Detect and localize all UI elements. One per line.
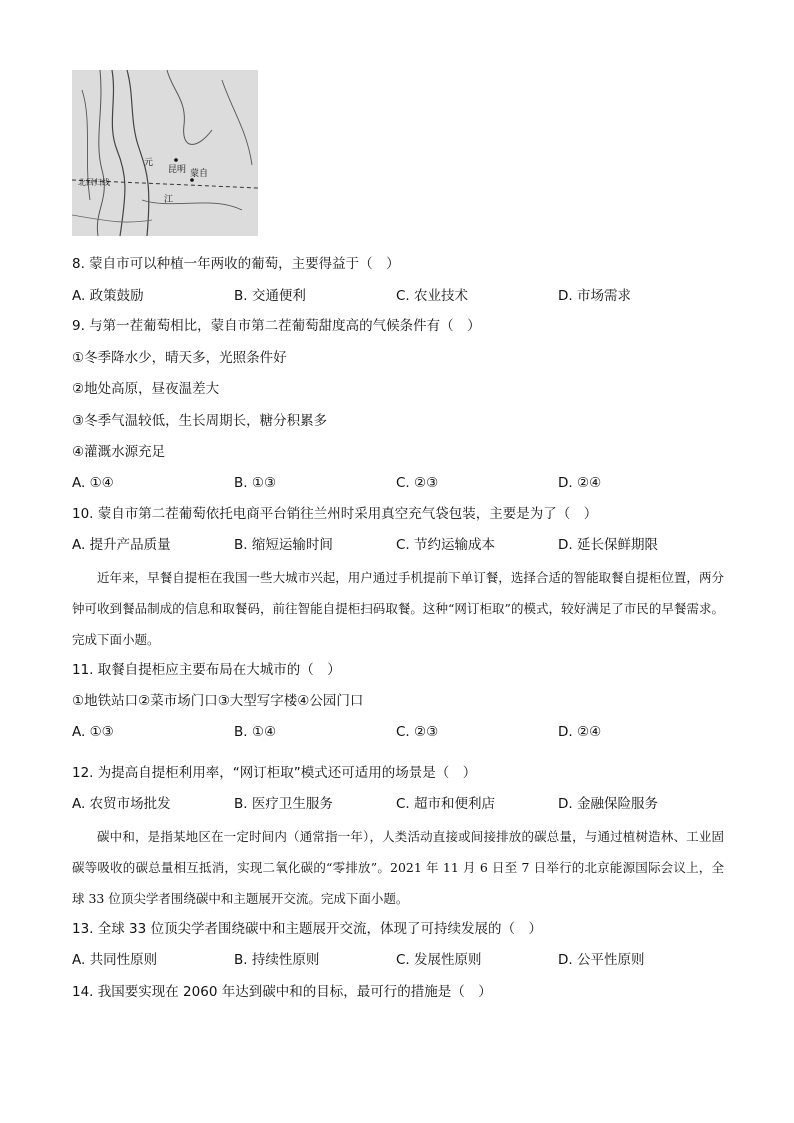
option-a: A. ①④ bbox=[72, 475, 114, 491]
map-drawing bbox=[72, 70, 258, 236]
question-10-stem: 10. 蒙自市第二茬葡萄依托电商平台销往兰州时采用真空充气袋包装，主要是为了（ ） bbox=[72, 506, 598, 522]
option-c: C. 发展性原则 bbox=[396, 952, 482, 968]
question-11-items: ①地铁站口②菜市场门口③大型写字楼④公园门口 bbox=[72, 693, 364, 709]
label-river-yuan: 元 bbox=[144, 158, 154, 168]
option-a: A. 政策鼓励 bbox=[72, 288, 144, 304]
reading-passage-carbon-neutral: 碳中和，是指某地区在一定时间内（通常指一年），人类活动直接或间接排放的碳总量，与通过植树造林、工业固碳等吸收的碳总量相互抵消，实现二氧化碳的“零排放”。2021 年 11 月 6 日至 7 日举行的北京能源国际会议上，全球 33 位顶尖学者围绕碳中和主题展开交流。完成下面小题。 bbox=[72, 829, 724, 906]
question-8-stem: 8. 蒙自市可以种植一年两收的葡萄，主要得益于（ ） bbox=[72, 256, 400, 272]
question-9-options bbox=[72, 473, 752, 493]
reading-passage-breakfast-locker: 近年来，早餐自提柜在我国一些大城市兴起，用户通过手机提前下单订餐，选择合适的智能取餐自提柜位置，两分钟可收到餐品制成的信息和取餐码，前往智能自提柜扫码取餐。这种“网订柜取”的模式，较好满足了市民的早餐需求。完成下面小题。 bbox=[72, 570, 724, 647]
option-c: C. ②③ bbox=[396, 475, 439, 491]
option-d: D. ②④ bbox=[558, 724, 602, 740]
option-d: D. 市场需求 bbox=[558, 288, 631, 304]
option-b: B. ①③ bbox=[234, 475, 277, 491]
option-d: D. 公平性原则 bbox=[558, 952, 645, 968]
city-marker-kunming bbox=[174, 158, 178, 162]
question-11-stem: 11. 取餐自提柜应主要布局在大城市的（ ） bbox=[72, 662, 341, 678]
option-a: A. 共同性原则 bbox=[72, 952, 158, 968]
option-c: C. 农业技术 bbox=[396, 288, 469, 304]
option-d: D. 延长保鲜期限 bbox=[558, 537, 658, 553]
label-mengzi: 蒙自 bbox=[190, 169, 209, 179]
option-a: A. ①③ bbox=[72, 724, 114, 740]
question-8-options bbox=[72, 286, 752, 306]
option-c: C. ②③ bbox=[396, 724, 439, 740]
question-9-stem: 9. 与第一茬葡萄相比，蒙自市第二茬葡萄甜度高的气候条件有（ ） bbox=[72, 318, 481, 334]
question-12-stem: 12. 为提高自提柜利用率，“网订柜取”模式还可适用的场景是（ ） bbox=[72, 765, 477, 781]
map-figure bbox=[72, 70, 258, 236]
label-river-jiang: 江 bbox=[164, 195, 174, 205]
question-13-options bbox=[72, 950, 752, 970]
question-9-item-3: ③冬季气温较低，生长周期长，糖分积累多 bbox=[72, 413, 328, 429]
question-9-item-4: ④灌溉水源充足 bbox=[72, 444, 166, 460]
option-a: A. 农贸市场批发 bbox=[72, 796, 171, 812]
question-10-options bbox=[72, 535, 752, 555]
question-9-item-2: ②地处高原，昼夜温差大 bbox=[72, 381, 220, 397]
label-kunming: 昆明 bbox=[168, 165, 187, 175]
question-11-options bbox=[72, 722, 752, 742]
question-9-item-1: ①冬季降水少，晴天多，光照条件好 bbox=[72, 350, 287, 366]
option-b: B. 交通便利 bbox=[234, 288, 306, 304]
option-c: C. 超市和便利店 bbox=[396, 796, 496, 812]
label-tropic: 北回归线 bbox=[78, 178, 110, 187]
option-b: B. ①④ bbox=[234, 724, 277, 740]
option-d: D. 金融保险服务 bbox=[558, 796, 658, 812]
option-c: C. 节约运输成本 bbox=[396, 537, 496, 553]
question-14-stem: 14. 我国要实现在 2060 年达到碳中和的目标，最可行的措施是（ ） bbox=[72, 984, 492, 1000]
option-b: B. 缩短运输时间 bbox=[234, 537, 333, 553]
option-b: B. 医疗卫生服务 bbox=[234, 796, 333, 812]
option-b: B. 持续性原则 bbox=[234, 952, 320, 968]
question-13-stem: 13. 全球 33 位顶尖学者围绕碳中和主题展开交流，体现了可持续发展的（ ） bbox=[72, 921, 543, 937]
option-a: A. 提升产品质量 bbox=[72, 537, 171, 553]
option-d: D. ②④ bbox=[558, 475, 602, 491]
question-12-options bbox=[72, 794, 752, 814]
